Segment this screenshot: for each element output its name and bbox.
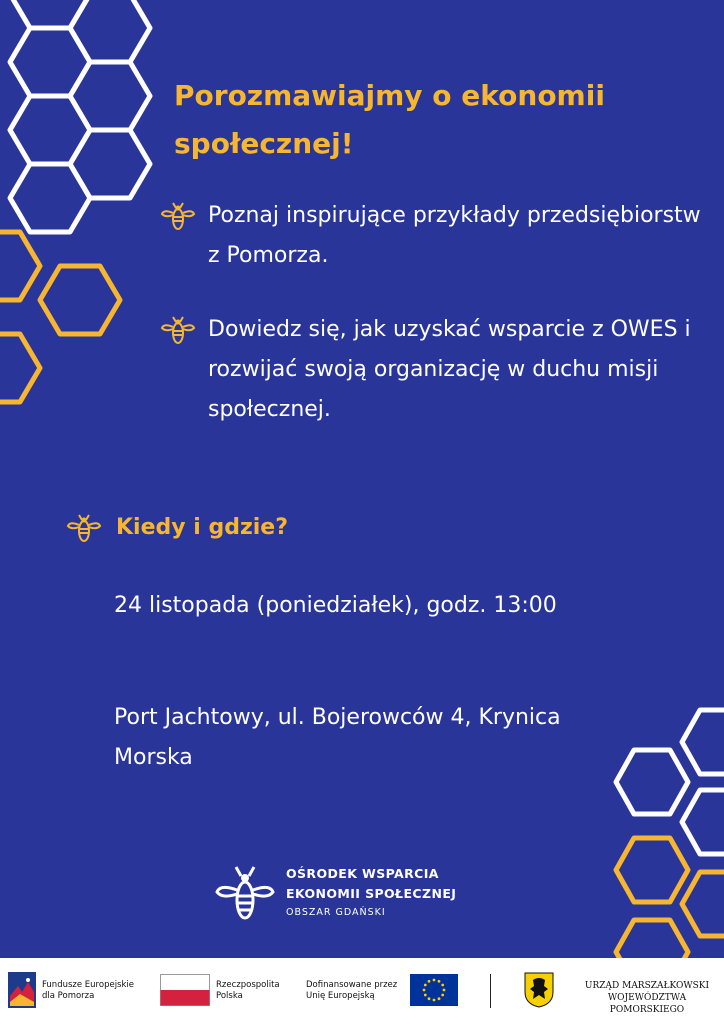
ue-text	[306, 980, 397, 1002]
owes-line3: OBSZAR GDAŃSKI	[286, 907, 386, 918]
bullet-text: Poznaj inspirujące przykłady przedsiębiorstw z Pomorza.	[208, 203, 701, 268]
urzad-line2: WOJEWÓDZTWA POMORSKIEGO	[607, 993, 687, 1015]
bee-icon	[160, 314, 196, 348]
page-title: Porozmawiajmy o ekonomii społecznej!	[174, 79, 605, 160]
pomorskie-coat-of-arms-icon	[524, 972, 554, 1008]
bee-icon	[160, 200, 196, 234]
bullet-text: Dowiedz się, jak uzyskać wsparcie z OWES i rozwijać swoją organizację w duchu misji społecznej.	[208, 317, 691, 422]
footer-divider	[490, 974, 491, 1008]
footer-logos	[0, 958, 724, 1024]
when-where-text: Kiedy i gdzie?	[116, 515, 288, 540]
fundusze-line1: Fundusze Europejskie	[42, 980, 134, 990]
fundusze-text	[42, 980, 134, 1002]
rp-line1: Rzeczpospolita	[216, 980, 280, 990]
urzad-line1: URZĄD MARSZAŁKOWSKI	[584, 981, 710, 991]
rp-line2: Polska	[216, 991, 243, 1001]
ue-line2: Unię Europejską	[306, 991, 375, 1001]
event-date: 24 listopada (poniedziałek), godz. 13:00	[114, 593, 557, 618]
bee-icon	[66, 512, 102, 546]
ue-line1: Dofinansowane przez	[306, 980, 398, 990]
eu-flag-icon	[410, 974, 458, 1006]
polish-flag-icon	[160, 974, 210, 1006]
owes-bee-logo-icon	[214, 862, 276, 926]
urzad-text	[570, 980, 724, 1016]
event-place: Port Jachtowy, ul. Bojerowców 4, Krynica Morska	[114, 705, 561, 770]
fundusze-europejskie-logo-icon	[8, 972, 36, 1008]
owes-line2: EKONOMII SPOŁECZNEJ	[286, 886, 457, 901]
rzeczpospolita-text	[216, 980, 280, 1002]
fundusze-line2: dla Pomorza	[42, 991, 95, 1001]
owes-logo	[214, 860, 514, 930]
owes-line1: OŚRODEK WSPARCIA	[286, 866, 439, 881]
